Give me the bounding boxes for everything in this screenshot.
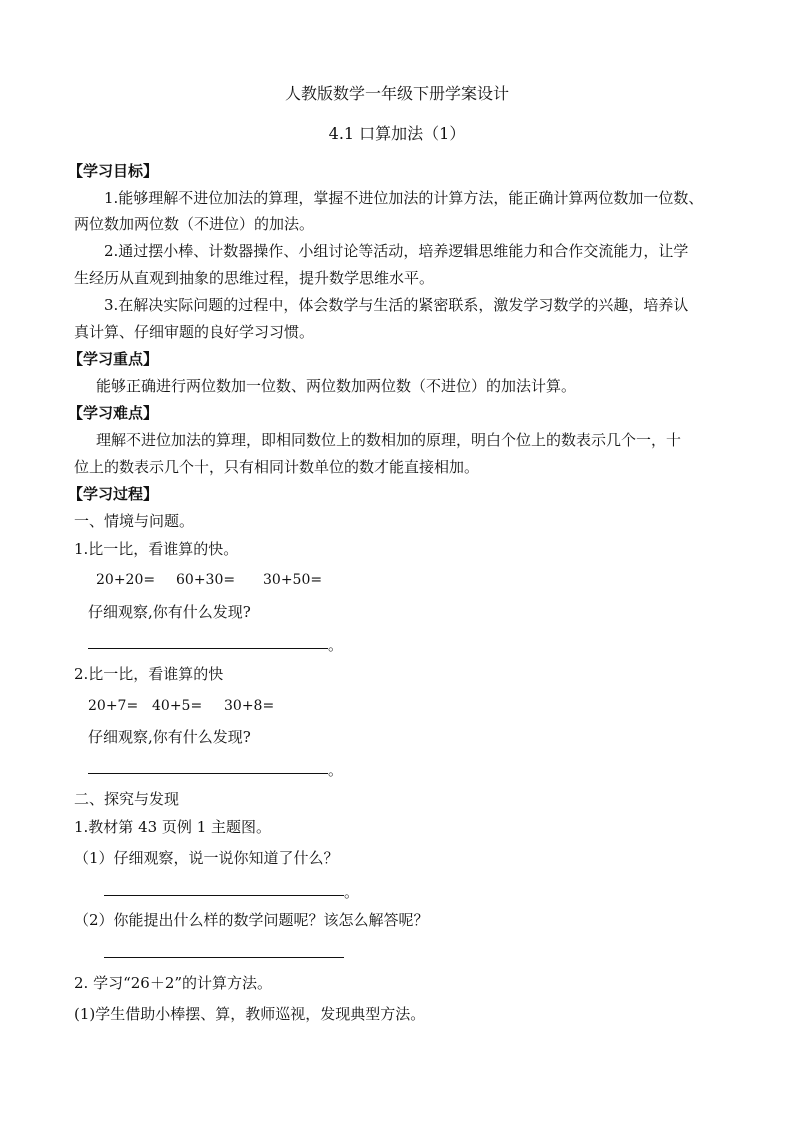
explore1-answer-line[interactable] [104, 895, 344, 896]
question2-prompt: 仔细观察,你有什么发现? [88, 728, 251, 746]
question2-label: 2.比一比，看谁算的快 [74, 665, 224, 683]
question1-answer-line[interactable] [88, 648, 328, 649]
doc-subtitle: 4.1 口算加法（1） [328, 124, 466, 143]
difficulty-heading: 【学习难点】 [68, 404, 159, 422]
section2-heading: 二、探究与发现 [74, 790, 180, 808]
explore2-label: 2. 学习“26＋2”的计算方法。 [74, 974, 273, 992]
explore1-answer-line-2[interactable] [104, 957, 344, 958]
process-heading: 【学习过程】 [68, 485, 159, 503]
key-heading: 【学习重点】 [68, 350, 159, 368]
explore1-label: 1.教材第 43 页例 1 主题图。 [74, 818, 272, 836]
question2-expr-3: 30+8= [224, 698, 275, 714]
difficulty-line1: 理解不进位加法的算理，即相同数位上的数相加的原理，明白个位上的数表示几个一，十 [96, 431, 682, 449]
explore2-question1: (1)学生借助小棒摆、算，教师巡视，发现典型方法。 [74, 1005, 426, 1023]
question2-answer-line[interactable] [88, 773, 328, 774]
doc-title: 人教版数学一年级下册学案设计 [284, 84, 509, 103]
question2-period: 。 [328, 761, 344, 779]
goal1-line2: 两位数加两位数（不进位）的加法。 [74, 215, 315, 233]
section1-heading: 一、情境与问题。 [74, 512, 195, 530]
key-text: 能够正确进行两位数加一位数、两位数加两位数（不进位）的加法计算。 [96, 377, 577, 395]
goal3-line2: 真计算、仔细审题的良好学习习惯。 [74, 323, 315, 341]
goal1-line1: 1.能够理解不进位加法的算理，掌握不进位加法的计算方法，能正确计算两位数加一位数、 [104, 189, 704, 207]
goal2-line1: 2.通过摆小棒、计数器操作、小组讨论等活动，培养逻辑思维能力和合作交流能力，让学 [104, 242, 689, 260]
question1-expr-3: 30+50= [263, 572, 323, 588]
question1-expr-2: 60+30= [176, 572, 236, 588]
question1-label: 1.比一比，看谁算的快。 [74, 540, 239, 558]
difficulty-line2: 位上的数表示几个十，只有相同计数单位的数才能直接相加。 [74, 458, 480, 476]
goal2-line2: 生经历从直观到抽象的思维过程，提升数学思维水平。 [74, 269, 435, 287]
question2-expr-2: 40+5= [152, 698, 203, 714]
question1-expr-1: 20+20= [96, 572, 156, 588]
question1-period: 。 [328, 636, 344, 654]
question1-prompt: 仔细观察,你有什么发现? [88, 603, 251, 621]
explore1-question2: （2）你能提出什么样的数学问题呢？该怎么解答呢？ [74, 911, 429, 929]
explore1-question1: （1）仔细观察，说一说你知道了什么？ [74, 849, 339, 867]
explore1-period: 。 [344, 883, 360, 901]
goals-heading: 【学习目标】 [68, 162, 159, 180]
goal3-line1: 3.在解决实际问题的过程中，体会数学与生活的紧密联系，激发学习数学的兴趣，培养认 [104, 296, 689, 314]
question2-expr-1: 20+7= [88, 698, 139, 714]
